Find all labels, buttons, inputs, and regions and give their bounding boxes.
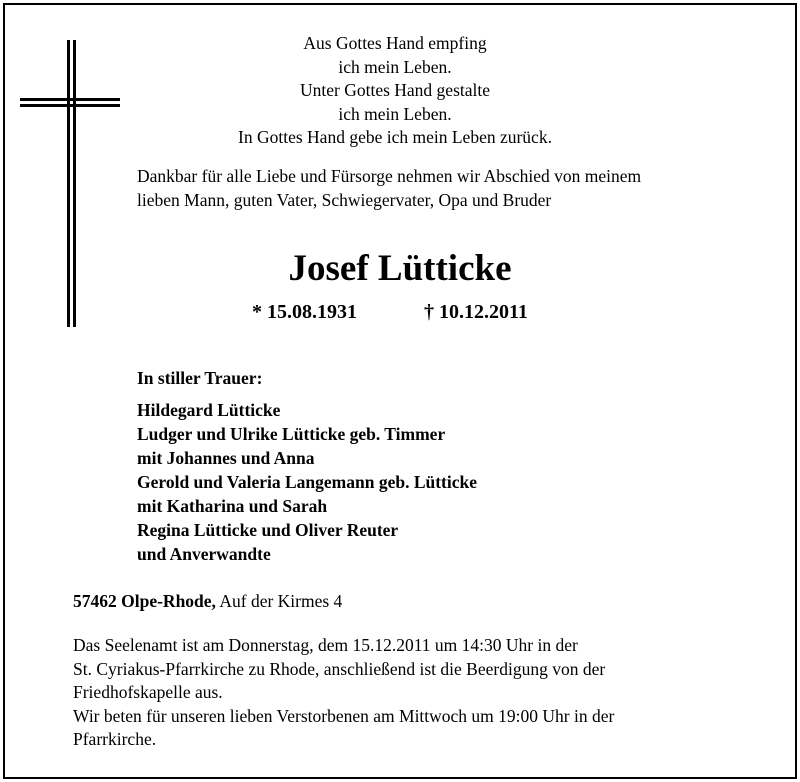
poem-line: In Gottes Hand gebe ich mein Leben zurück. xyxy=(238,127,552,147)
mourner-line: und Anverwandte xyxy=(137,544,271,564)
mourner-line: mit Johannes und Anna xyxy=(137,448,315,468)
service-info xyxy=(73,634,773,752)
intro-line: lieben Mann, guten Vater, Schwiegervater, Opa und Bruder xyxy=(137,190,552,210)
deceased-name: Josef Lütticke xyxy=(288,248,512,289)
service-line: Friedhofskapelle aus. xyxy=(73,682,223,702)
mourner-line: Hildegard Lütticke xyxy=(137,400,281,420)
mourning-heading: In stiller Trauer: xyxy=(137,368,263,388)
poem-line: ich mein Leben. xyxy=(338,56,452,77)
poem xyxy=(150,32,640,150)
birth-date: * 15.08.1931 xyxy=(252,301,357,323)
service-line: St. Cyriakus-Pfarrkirche zu Rhode, anschließend ist die Beerdigung von der xyxy=(73,658,606,679)
service-line: Wir beten für unseren lieben Verstorbenen am Mittwoch um 19:00 Uhr in der xyxy=(73,705,615,726)
mourner-line: Ludger und Ulrike Lütticke geb. Timmer xyxy=(137,424,446,444)
poem-line: ich mein Leben. xyxy=(338,103,452,124)
mourner-line: Regina Lütticke und Oliver Reuter xyxy=(137,520,399,540)
death-date: † 10.12.2011 xyxy=(424,301,528,323)
mourner-line: mit Katharina und Sarah xyxy=(137,496,328,516)
intro-line: Dankbar für alle Liebe und Fürsorge nehmen wir Abschied von meinem xyxy=(137,166,642,186)
mourners-list xyxy=(137,398,477,566)
address-street: Auf der Kirmes 4 xyxy=(219,591,343,611)
service-line: Das Seelenamt ist am Donnerstag, dem 15.12.2011 um 14:30 Uhr in der xyxy=(73,635,578,655)
intro-text xyxy=(137,164,777,212)
poem-line: Unter Gottes Hand gestalte xyxy=(299,80,490,100)
poem-line: Aus Gottes Hand empfing xyxy=(303,33,487,53)
address xyxy=(73,589,342,613)
address-city: 57462 Olpe-Rhode, xyxy=(73,591,216,611)
mourner-line: Gerold und Valeria Langemann geb. Lütticke xyxy=(137,472,478,492)
service-line: Pfarrkirche. xyxy=(73,729,157,749)
